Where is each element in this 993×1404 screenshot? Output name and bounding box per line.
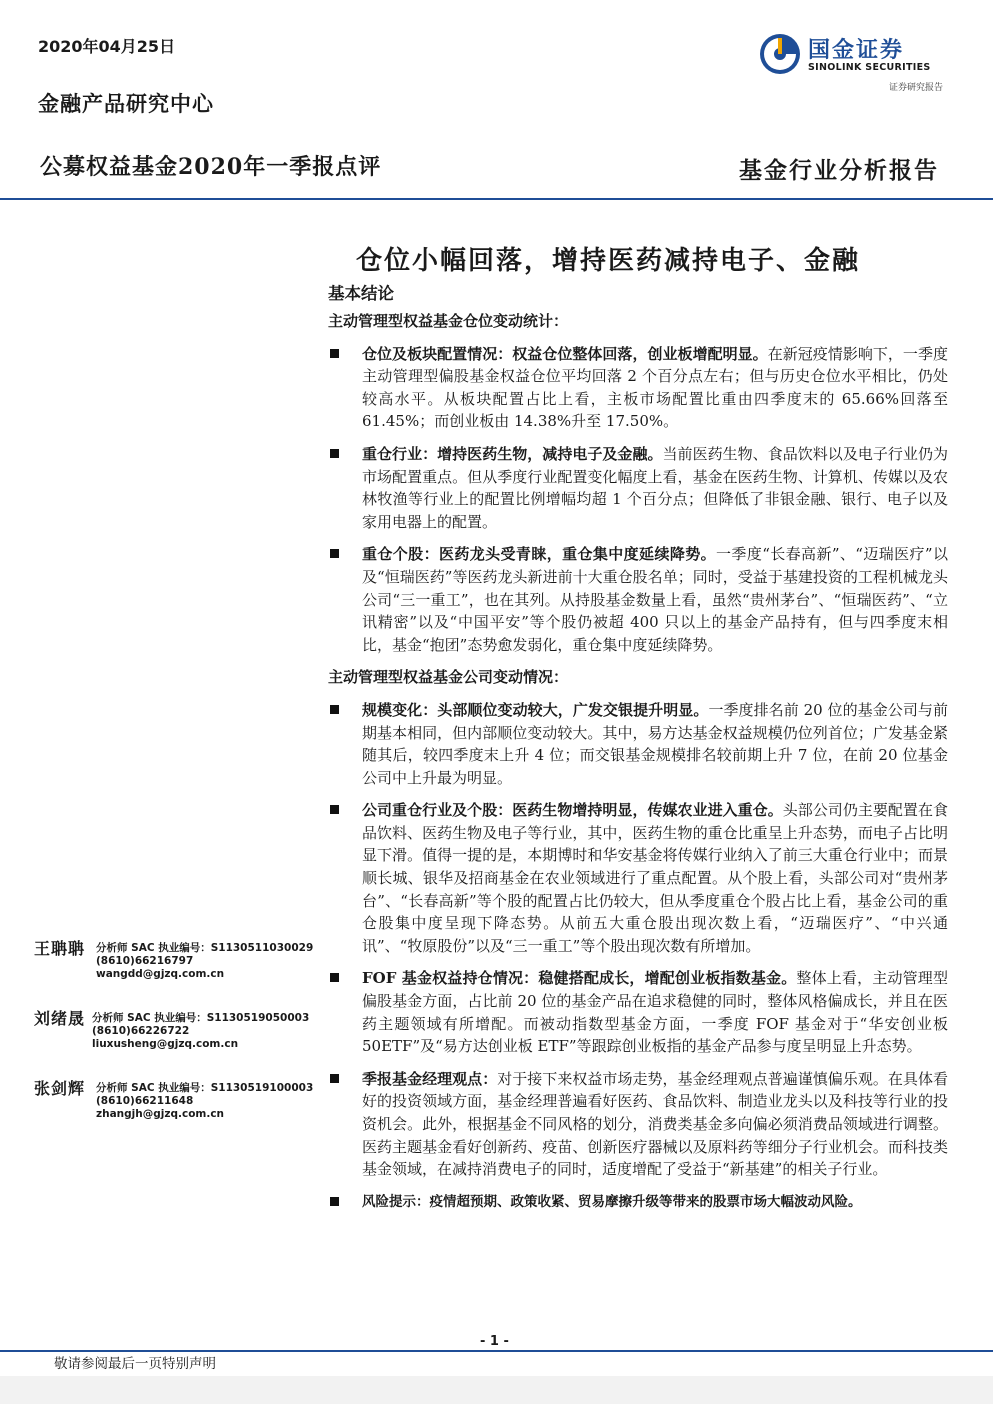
group-title-positions: 主动管理型权益基金仓位变动统计： xyxy=(328,312,569,330)
logo-subtitle: 证券研究报告 xyxy=(888,83,943,93)
analyst-email: liuxusheng@gjzq.com.cn xyxy=(92,1038,239,1050)
bullet-lead: 公司重仓行业及个股：医药生物增持明显，传媒农业进入重仓。 xyxy=(362,801,783,820)
bullet-text: 在新冠疫情影响下，一季度主动管理型偏股基金权益仓位平均回落 2 个百分点左右；但与历史仓位水平相比，仍处较高水平。从板块配置占比上看，主板市场配置比重由四季度末的 65.66%回落至 61.45%；而创业板由 14.38%升至 17.50%。 xyxy=(362,344,948,431)
bullet-lead: 规模变化：头部顺位变动较大，广发交银提升明显。 xyxy=(362,700,709,719)
analyst-email: zhangjh@gjzq.com.cn xyxy=(96,1108,225,1120)
analyst-phone: (8610)66216797 xyxy=(96,955,194,967)
list-item xyxy=(328,699,948,789)
list-item xyxy=(328,543,948,656)
list-item xyxy=(328,799,948,957)
list-item xyxy=(328,1068,948,1181)
analyst-name: 刘绪晟 xyxy=(34,1009,86,1028)
bullet-square-icon xyxy=(330,973,339,982)
list-item xyxy=(328,967,948,1057)
bullet-square-icon xyxy=(330,1197,339,1206)
analyst-list xyxy=(34,936,324,1146)
research-center-name: 金融产品研究中心 xyxy=(38,91,214,116)
bullet-lead: FOF 基金权益持仓情况：稳健搭配成长，增配创业板指数基金。 xyxy=(362,969,797,988)
bullet-square-icon xyxy=(330,449,339,458)
report-type: 基金行业分析报告 xyxy=(739,157,939,184)
bullet-text: 整体上看，主动管理型偏股基金方面，占比前 20 位的基金产品在追求稳健的同时，整体风格偏成长，并且在医药主题领域有所增配。而被动指数型基金方面，一季度 FOF 基金对于“华安创业板 50ETF”及“易方达创业板 ETF”等跟踪创业板指的基金产品参与度呈明显上升态势。 xyxy=(362,969,948,1056)
analyst-info xyxy=(96,1082,313,1121)
analyst-cert: 分析师 SAC 执业编号：S1130511030029 xyxy=(96,942,314,954)
bullet-text: 一季度“长春高新”、“迈瑞医疗”以及“恒瑞医药”等医药龙头新进前十大重仓股名单；同时，受益于基建投资的工程机械龙头公司“三一重工”，也在其列。从持股基金数量上看，虽然“贵州茅台”、“恒瑞医药”、“立讯精密”以及“中国平安”等个股仍被超 400 只以上的基金产品持有，但与四季度末相比，基金“抱团”态势愈发弱化，重仓集中度延续降势。 xyxy=(362,545,948,654)
bullet-square-icon xyxy=(330,1074,339,1083)
bullet-lead: 仓位及板块配置情况：权益仓位整体回落，创业板增配明显。 xyxy=(362,344,768,363)
page-number: - 1 - xyxy=(480,1334,509,1349)
list-item xyxy=(328,343,948,433)
analyst-email: wangdd@gjzq.com.cn xyxy=(96,968,225,980)
analyst-card xyxy=(34,936,324,1006)
analyst-info xyxy=(96,942,313,981)
group-title-companies: 主动管理型权益基金公司变动情况： xyxy=(328,668,569,687)
analyst-phone: (8610)66211648 xyxy=(96,1095,194,1107)
footer-disclaimer-note: 敬请参阅最后一页特别声明 xyxy=(54,1356,216,1372)
report-date: 2020年04月25日 xyxy=(38,37,176,56)
bullet-text: 对于接下来权益市场走势，基金经理观点普遍谨慎偏乐观。在具体看好的投资领域方面，基金经理普遍看好医药、食品饮料、制造业龙头以及科技等行业的投资机会。此外，根据基金不同风格的划分，消费类基金多向偏必须消费品领域进行调整。医药主题基金看好创新药、疫苗、创新医疗器械以及原料药等细分子行业机会。而科技类基金领域，在减持消费电子的同时，适度增配了受益于“新基建”的相关子行业。 xyxy=(362,1069,948,1179)
logo-text-en: SINOLINK SECURITIES xyxy=(808,62,931,73)
section-title: 基本结论 xyxy=(328,284,394,303)
analyst-name: 张剑辉 xyxy=(34,1079,86,1098)
analyst-cert: 分析师 SAC 执业编号：S1130519050003 xyxy=(92,1012,310,1024)
list-item-risk xyxy=(328,1191,948,1214)
bullet-text: 头部公司仍主要配置在食品饮料、医药生物及电子等行业，其中，医药生物的重仓比重呈上升态势，而电子占比明显下滑。值得一提的是，本期博时和华安基金将传媒行业纳入了前三大重仓行业中；而景顺长城、银华及招商基金在农业领域进行了重点配置。从个股上看，头部公司对“贵州茅台”、“长春高新”等个股的配置占比仍较大，但从季度重仓个股占比上看，基金公司的重仓股集中度呈现下降态势。从前五大重仓股出现次数上看，“迈瑞医疗”、“中兴通讯”、“牧原股份”以及“三一重工”等个股出现次数有所增加。 xyxy=(362,801,948,955)
bullet-square-icon xyxy=(330,349,339,358)
analyst-name: 王聃聃 xyxy=(34,939,86,958)
header-divider xyxy=(0,198,993,200)
bullet-lead: 重仓行业：增持医药生物，减持电子及金融。 xyxy=(362,444,663,463)
bullet-lead: 季报基金经理观点： xyxy=(362,1069,498,1088)
bullet-text: 一季度排名前 20 位的基金公司与前期基本相同，但内部顺位变动较大。其中，易方达基金权益规模仍位列首位；广发基金紧随其后，较四季度末上升 4 位；而交银基金规模排名较前期上升 7 位，在前 20 位基金公司中上升最为明显。 xyxy=(362,700,948,787)
footer-band xyxy=(0,1376,993,1404)
bullet-square-icon xyxy=(330,549,339,558)
bullet-text: 当前医药生物、食品饮料以及电子行业仍为市场配置重点。但从季度行业配置变化幅度上看，基金在医药生物、计算机、传媒以及农林牧渔等行业上的配置比例增幅均超 1 个百分点；但降低了非银金融、银行、电子以及家用电器上的配置。 xyxy=(362,444,948,531)
conclusion-content xyxy=(328,310,948,1223)
analyst-phone: (8610)66226722 xyxy=(92,1025,190,1037)
analyst-info xyxy=(92,1012,309,1051)
report-title: 公募权益基金2020年一季报点评 xyxy=(40,154,382,180)
bullet-lead: 重仓个股：医药龙头受青睐，重仓集中度延续降势。 xyxy=(362,545,717,564)
logo-text-cn: 国金证券 xyxy=(808,38,905,63)
bullet-lead: 风险提示：疫情超预期、政策收紧、贸易摩擦升级等带来的股票市场大幅波动风险。 xyxy=(362,1193,862,1210)
headline: 仓位小幅回落，增持医药减持电子、金融 xyxy=(356,246,861,276)
analyst-cert: 分析师 SAC 执业编号：S1130519100003 xyxy=(96,1082,314,1094)
analyst-card xyxy=(34,1076,324,1146)
list-item xyxy=(328,443,948,533)
bullet-square-icon xyxy=(330,705,339,714)
bullet-square-icon xyxy=(330,805,339,814)
analyst-card xyxy=(34,1006,324,1076)
